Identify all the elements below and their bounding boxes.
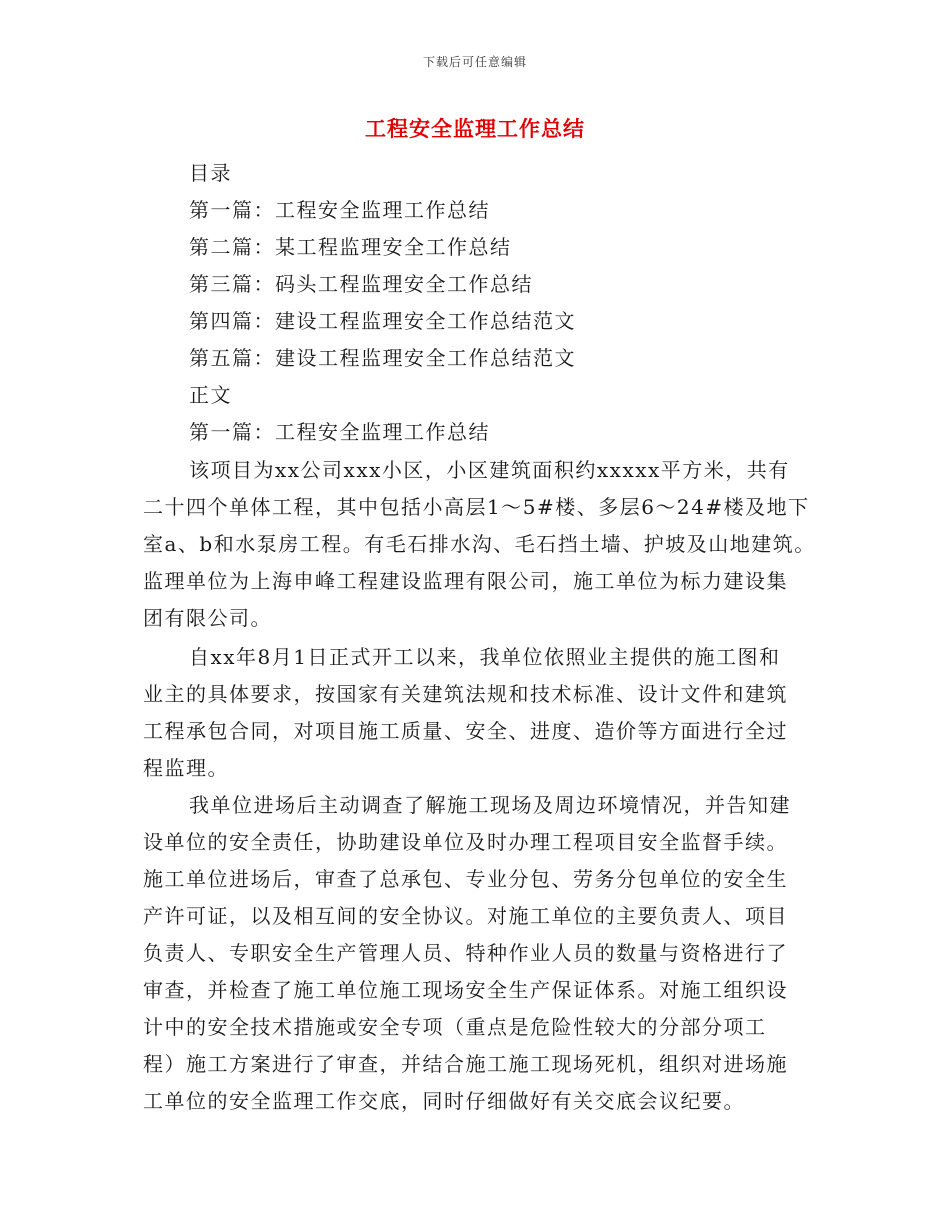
paragraph-line: 工单位的安全监理工作交底，同时仔细做好有关交底会议纪要。 — [143, 1089, 745, 1113]
toc-item: 第一篇：工程安全监理工作总结 — [189, 198, 490, 222]
paragraph-line: 团有限公司。 — [143, 606, 272, 630]
toc-item: 第五篇：建设工程监理安全工作总结范文 — [189, 346, 576, 370]
toc-item: 第三篇：码头工程监理安全工作总结 — [189, 272, 533, 296]
body-heading: 正文 — [189, 383, 232, 407]
paragraph-line: 自xx年8月1日正式开工以来，我单位依照业主提供的施工图和 — [189, 645, 781, 669]
paragraph-line: 二十四个单体工程，其中包括小高层1～5#楼、多层6～24#楼及地下 — [143, 495, 810, 519]
paragraph-project-overview — [143, 452, 816, 637]
paragraph-line: 业主的具体要求，按国家有关建筑法规和技术标准、设计文件和建筑 — [143, 682, 788, 706]
paragraph-line: 程）施工方案进行了审查，并结合施工施工现场死机，组织对进场施 — [143, 1052, 788, 1076]
paragraph-line: 计中的安全技术措施或安全专项（重点是危险性较大的分部分项工 — [143, 1015, 767, 1039]
paragraph-supervision-scope — [143, 639, 813, 787]
toc-item: 第四篇：建设工程监理安全工作总结范文 — [189, 309, 576, 333]
document-title: 工程安全监理工作总结 — [365, 116, 585, 141]
page-header-note: 下载后可任意编辑 — [422, 55, 527, 69]
paragraph-line: 工程承包合同，对项目施工质量、安全、进度、造价等方面进行全过 — [143, 719, 788, 743]
paragraph-line: 我单位进场后主动调查了解施工现场及周边环境情况，并告知建 — [189, 793, 791, 817]
toc-item: 第二篇：某工程监理安全工作总结 — [189, 235, 512, 259]
paragraph-line: 审查，并检查了施工单位施工现场安全生产保证体系。对施工组织设 — [143, 978, 788, 1002]
paragraph-line: 该项目为xx公司xxx小区，小区建筑面积约xxxxx平方米，共有 — [189, 458, 790, 482]
paragraph-line: 负责人、专职安全生产管理人员、特种作业人员的数量与资格进行了 — [143, 941, 788, 965]
paragraph-line: 产许可证，以及相互间的安全协议。对施工单位的主要负责人、项目 — [143, 904, 788, 928]
paragraph-line: 室a、b和水泵房工程。有毛石排水沟、毛石挡土墙、护坡及山地建筑。 — [143, 532, 816, 556]
paragraph-line: 程监理。 — [143, 756, 229, 780]
table-of-contents — [189, 155, 829, 451]
paragraph-line: 施工单位进场后，审查了总承包、专业分包、劳务分包单位的安全生 — [143, 867, 788, 891]
toc-heading: 目录 — [189, 161, 232, 185]
paragraph-safety-review — [143, 787, 813, 1120]
paragraph-line: 设单位的安全责任，协助建设单位及时办理工程项目安全监督手续。 — [143, 830, 788, 854]
section-heading: 第一篇：工程安全监理工作总结 — [189, 420, 490, 444]
paragraph-line: 监理单位为上海申峰工程建设监理有限公司，施工单位为标力建设集 — [143, 569, 788, 593]
